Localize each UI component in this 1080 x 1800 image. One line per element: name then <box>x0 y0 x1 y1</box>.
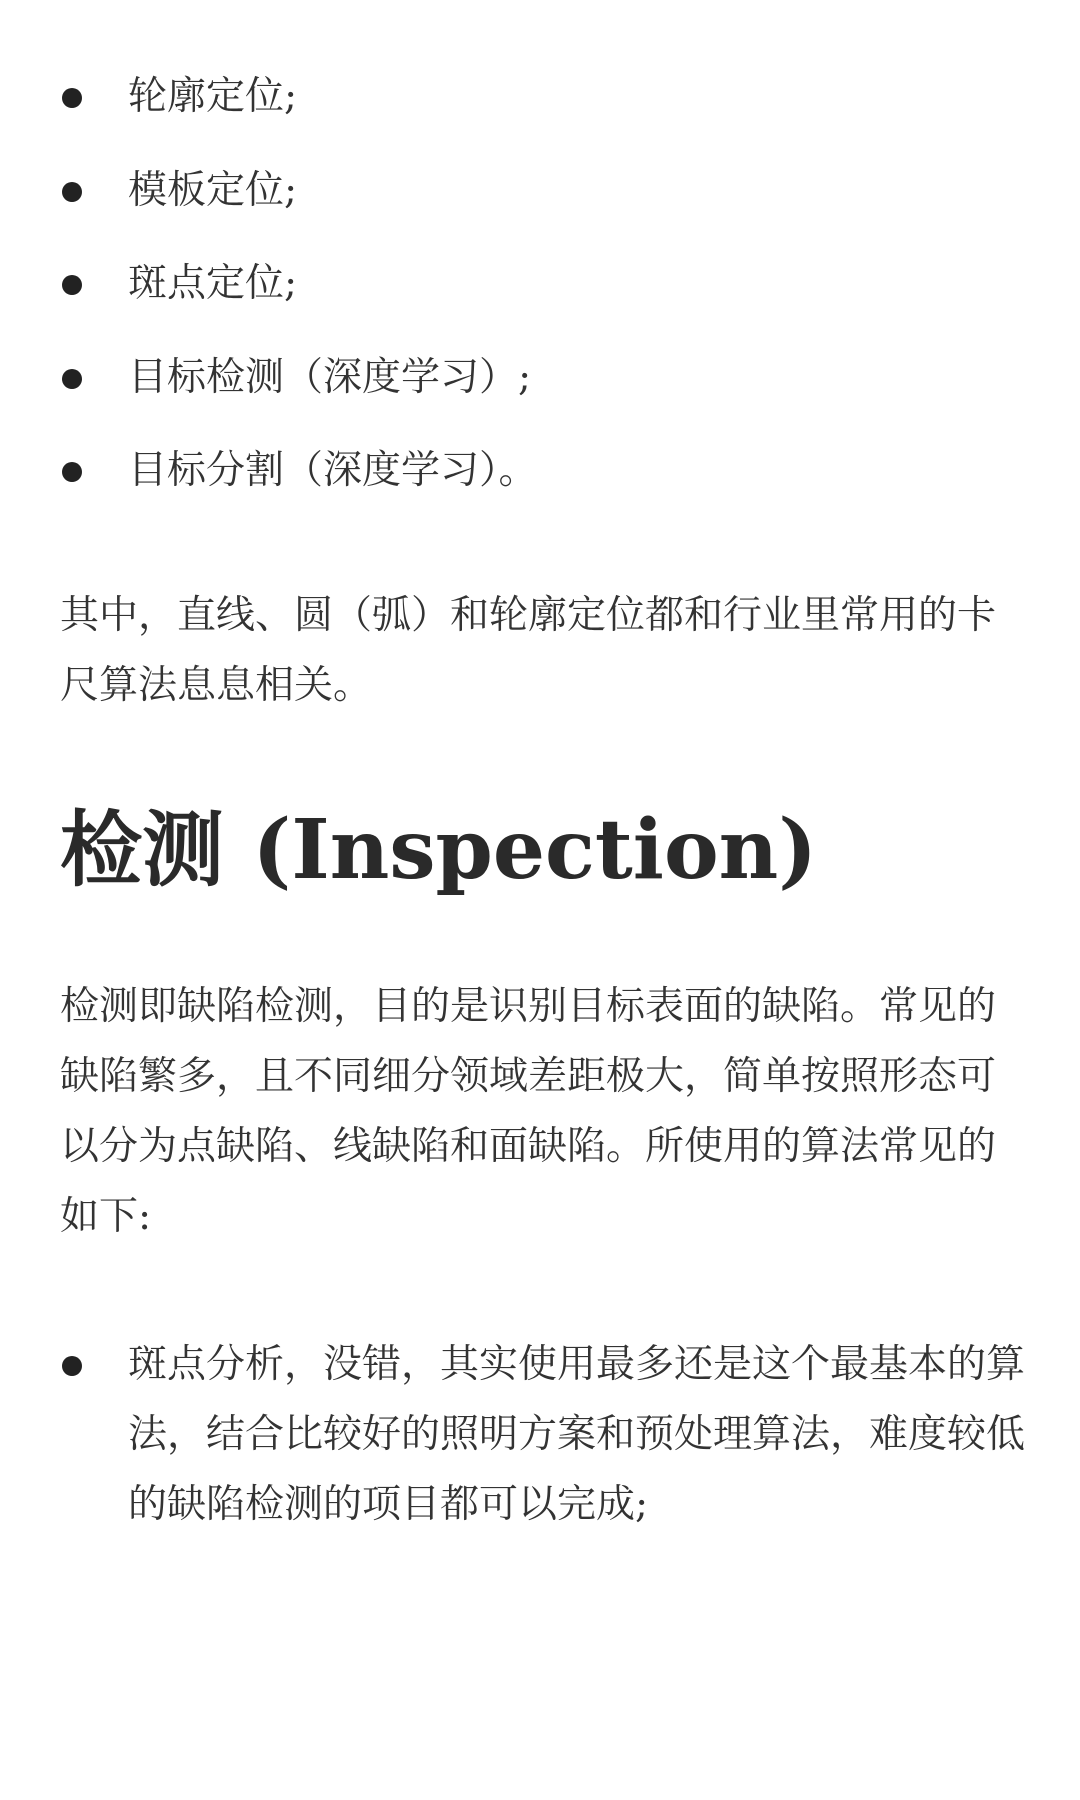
bullet-icon <box>62 275 82 295</box>
list-item-text: 轮廓定位; <box>128 74 298 119</box>
list-item-text: 目标分割（深度学习）。 <box>128 448 538 493</box>
list-item <box>60 1330 1025 1540</box>
list-item-text: 斑点定位; <box>128 261 298 306</box>
list-item <box>60 62 1025 132</box>
bullet-icon <box>62 88 82 108</box>
positioning-paragraph: 其中，直线、圆（弧）和轮廓定位都和行业里常用的卡尺算法息息相关。 <box>60 593 997 708</box>
section-heading: 检测 (Inspection) <box>60 802 818 898</box>
list-item <box>60 156 1025 226</box>
bullet-icon <box>62 369 82 389</box>
inspection-method-list <box>60 1330 1025 1540</box>
list-item-text: 斑点分析，没错，其实使用最多还是这个最基本的算法，结合比较好的照明方案和预处理算法，难度较低的缺陷检测的项目都可以完成; <box>128 1342 1026 1527</box>
list-item-text: 目标检测（深度学习）; <box>128 354 532 400</box>
list-item <box>60 343 1025 413</box>
bullet-icon <box>62 462 82 482</box>
positioning-method-list <box>60 62 1025 530</box>
list-item <box>60 436 1025 506</box>
list-item <box>60 249 1025 319</box>
bullet-icon <box>62 1356 82 1376</box>
inspection-paragraph: 检测即缺陷检测，目的是识别目标表面的缺陷。常见的缺陷繁多，且不同细分领域差距极大，简单按照形态可以分为点缺陷、线缺陷和面缺陷。所使用的算法常见的如下: <box>60 984 997 1239</box>
list-item-text: 模板定位; <box>128 167 298 213</box>
bullet-icon <box>62 182 82 202</box>
